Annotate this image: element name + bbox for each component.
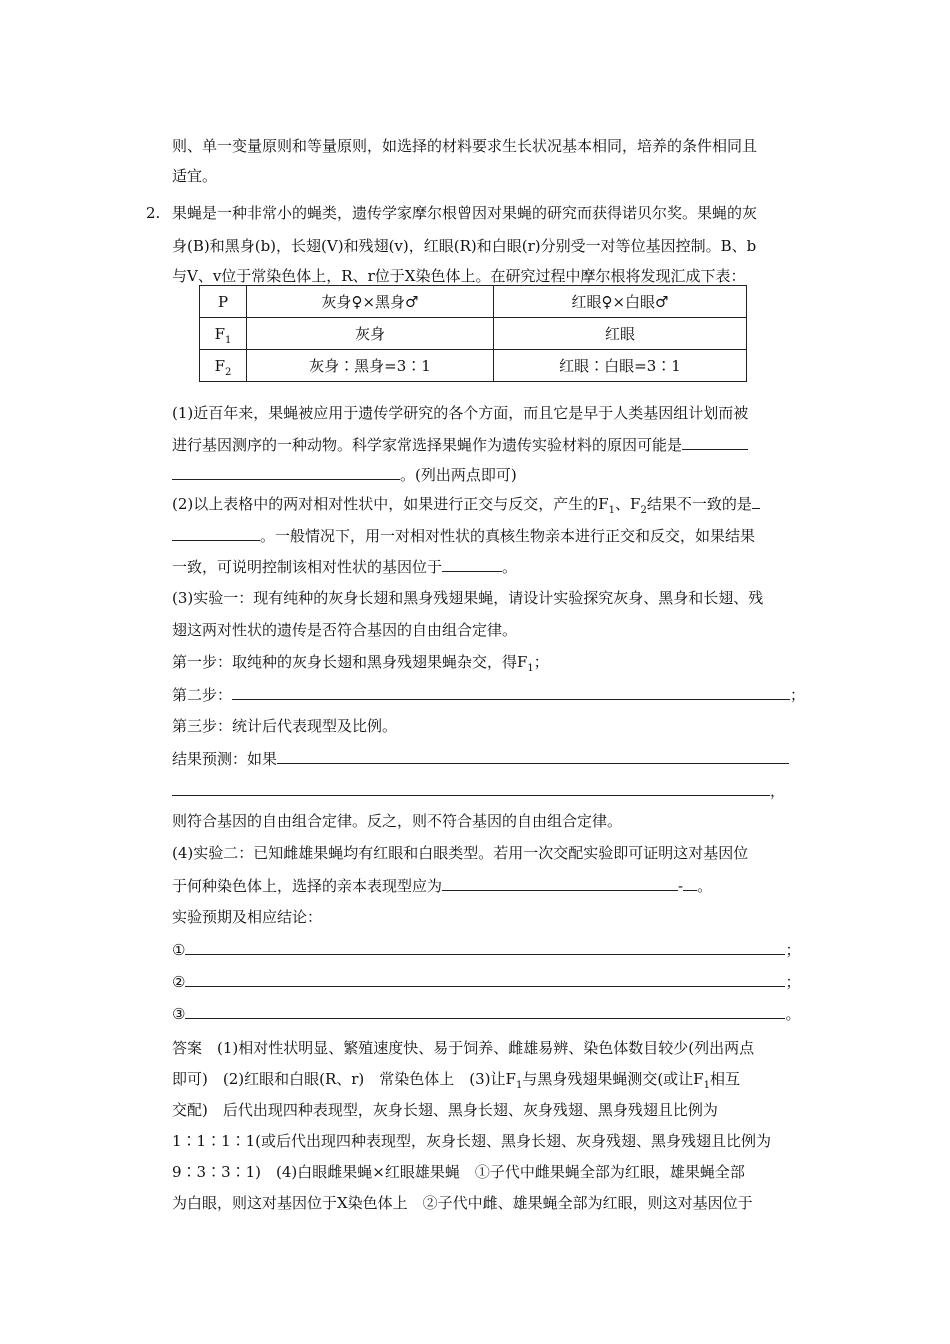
intro-line-1: 则、单一变量原则和等量原则，如选择的材料要求生长状况基本相同，培养的条件相同且 xyxy=(172,137,758,155)
question-stem-line-1: 果蝇是一种非常小的蝇类，遗传学家摩尔根曾因对果蝇的研究而获得诺贝尔奖。果蝇的灰 xyxy=(172,204,758,222)
result-prediction: 结果预测：如果 xyxy=(172,748,789,769)
answer-blank[interactable] xyxy=(752,493,760,509)
intro-line-2: 适宜。 xyxy=(172,167,218,185)
part4-line-2: 于何种染色体上，选择的亲本表现型应为 - 。 xyxy=(172,877,713,895)
part2-line-3: 一致，可说明控制该相对性状的基因位于 。 xyxy=(172,558,518,576)
expectation-item-3: ③ 。 xyxy=(172,1005,801,1023)
expectation-heading: 实验预期及相应结论： xyxy=(172,908,323,926)
part1-line-2: 进行基因测序的一种动物。科学家常选择果蝇作为遗传实验材料的原因可能是 xyxy=(172,434,748,455)
answer-blank[interactable] xyxy=(185,971,785,987)
part4-line-1: (4)实验二：已知雌雄果蝇均有红眼和白眼类型。若用一次交配实验即可证明这对基因位 xyxy=(172,844,749,862)
result-conclusion: 则符合基因的自由组合定律。反之，则不符合基因的自由组合定律。 xyxy=(172,812,623,830)
table-row xyxy=(200,286,747,318)
answer-line-5: 9∶3∶3∶1) (4)白眼雌果蝇×红眼雄果蝇 ①子代中雌果蝇全部为红眼，雄果蝇全部 xyxy=(172,1163,745,1181)
result-prediction-cont: ， xyxy=(172,780,785,801)
answer-blank[interactable] xyxy=(185,939,785,955)
answer-blank[interactable] xyxy=(442,875,678,891)
answer-blank[interactable] xyxy=(172,780,770,796)
step-1: 第一步：取纯种的灰身长翅和黑身残翅果蝇杂交，得$F_1$； xyxy=(172,653,549,674)
part1-line-1: (1)近百年来，果蝇被应用于遗传学研究的各个方面，而且它是早于人类基因组计划而被 xyxy=(172,404,749,422)
table-cell: 灰身∶黑身=3∶1 xyxy=(247,350,494,382)
table-cell: 红眼 xyxy=(494,318,747,350)
answer-blank[interactable] xyxy=(442,556,502,572)
answer-blank[interactable] xyxy=(232,684,790,700)
step-3: 第三步：统计后代表现型及比例。 xyxy=(172,717,398,735)
part2-line-1: (2)以上表格中的两对相对性状中，如果进行正交与反交，产生的$F_1$、$F_2$结果不一致的是 xyxy=(172,493,760,514)
answer-blank[interactable] xyxy=(185,1003,785,1019)
step-2: 第二步： ； xyxy=(172,686,806,704)
answer-line-1: 答案 (1)相对性状明显、繁殖速度快、易于饲养、雌雄易辨、染色体数目较少(列出两点 xyxy=(172,1039,755,1057)
answer-blank[interactable] xyxy=(172,525,260,541)
table-row xyxy=(200,350,747,382)
cross-results-table xyxy=(199,285,747,382)
answer-blank[interactable] xyxy=(277,748,789,764)
part1-line-3: 。(列出两点即可) xyxy=(172,464,517,485)
part2-line-2: 。一般情况下，用一对相对性状的真核生物亲本进行正交和反交，如果结果 xyxy=(172,525,755,546)
answer-line-4: 1∶1∶1∶1(或后代出现四种表现型，灰身长翅、黑身长翅、灰身残翅、黑身残翅且比例为 xyxy=(172,1132,772,1150)
table-row xyxy=(200,318,747,350)
table-cell: 红眼∶白眼=3∶1 xyxy=(494,350,747,382)
table-row-label: P xyxy=(200,286,247,318)
table-cell: 红眼♀×白眼♂ xyxy=(494,286,747,318)
answer-blank[interactable] xyxy=(683,875,697,891)
answer-blank[interactable] xyxy=(682,434,748,450)
table-cell: 灰身♀×黑身♂ xyxy=(247,286,494,318)
expectation-item-1: ① ； xyxy=(172,941,801,959)
part3-line-1: (3)实验一：现有纯种的灰身长翅和黑身残翅果蝇，请设计实验探究灰身、黑身和长翅、残 xyxy=(172,589,764,607)
part3-line-2: 翅这两对性状的遗传是否符合基因的自由组合定律。 xyxy=(172,621,518,639)
answer-blank[interactable] xyxy=(172,464,400,480)
question-number: 2. xyxy=(146,204,161,222)
table-row-label: $F_2$ xyxy=(200,350,247,382)
question-stem-line-3: 与V、v位于常染色体上，R、r位于X染色体上。在研究过程中摩尔根将发现汇成下表： xyxy=(172,267,746,285)
question-stem-line-2: 身(B)和黑身(b)，长翅(V)和残翅(v)，红眼(R)和白眼(r)分别受一对等位基因控制。B、b xyxy=(172,237,757,255)
expectation-item-2: ② ； xyxy=(172,973,801,991)
answer-line-3: 交配) 后代出现四种表现型，灰身长翅、黑身长翅、灰身残翅、黑身残翅且比例为 xyxy=(172,1101,718,1119)
table-cell: 灰身 xyxy=(247,318,494,350)
table-row-label: $F_1$ xyxy=(200,318,247,350)
answer-line-2: 即可) (2)红眼和白眼(R、r) 常染色体上 (3)让$F_1$与黑身残翅果蝇测交(或让$F_1$相互 xyxy=(172,1070,740,1091)
answer-line-6: 为白眼，则这对基因位于X染色体上 ②子代中雌、雄果蝇全部为红眼，则这对基因位于 xyxy=(172,1194,753,1212)
